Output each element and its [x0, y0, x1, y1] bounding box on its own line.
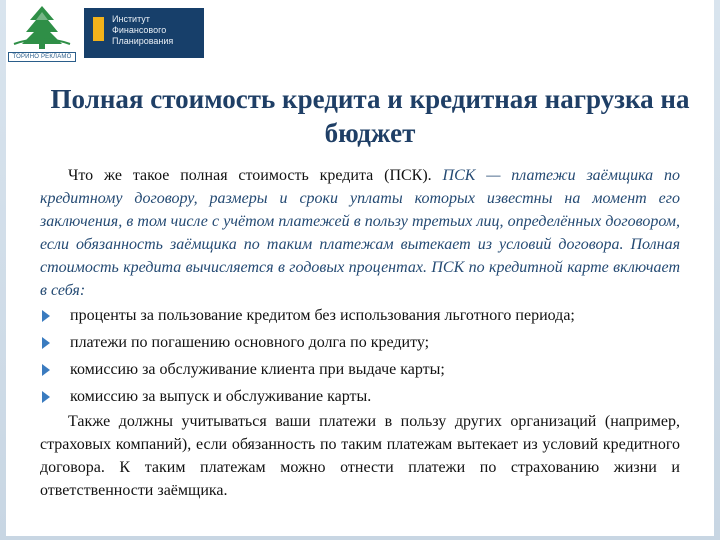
company-logo-caption: ТОРИНО РЕКЛАМО [8, 52, 76, 62]
bullet-arrow-icon [42, 391, 50, 403]
psk-components-list [40, 302, 680, 410]
outro-paragraph [40, 410, 680, 502]
institute-logo [84, 8, 204, 58]
bullet-arrow-icon [42, 337, 50, 349]
slide-frame-left [0, 0, 6, 540]
list-item-text: проценты за пользование кредитом без использования льготного периода; [70, 307, 575, 324]
list-item-text: комиссию за выпуск и обслуживание карты. [70, 388, 372, 405]
list-item-text: комиссию за обслуживание клиента при выдаче карты; [70, 361, 445, 378]
bullet-arrow-icon [42, 310, 50, 322]
company-logo [8, 4, 76, 62]
slide-title: Полная стоимость кредита и кредитная нагрузка на бюджет [50, 84, 690, 148]
psk-definition: ПСК — платежи заёмщика по кредитному договору, размеры и сроки уплаты которых известны на момент его заключения, в том числе с учётом платежей в пользу третьих лиц, определённых договором, если обязанность заёмщика по таким платежам вытекает из условий договора. Полная стоимость кредита вычисляется в годовых процентах. ПСК по кредитной карте включает в себя: [40, 167, 680, 299]
institute-name-line: Планирования [112, 36, 174, 46]
institute-name-line: Институт [112, 14, 150, 24]
institute-name [112, 14, 173, 47]
slide-frame-right [714, 0, 720, 540]
intro-question: Что же такое полная стоимость кредита (ПСК). [68, 167, 432, 184]
intro-paragraph [40, 164, 680, 302]
list-item [40, 383, 680, 410]
institute-name-line: Финансового [112, 25, 167, 35]
list-item-text: платежи по погашению основного долга по кредиту; [70, 334, 430, 351]
list-item [40, 356, 680, 383]
list-item [40, 302, 680, 329]
list-item [40, 329, 680, 356]
bullet-arrow-icon [42, 364, 50, 376]
outro-indent [40, 413, 68, 430]
institute-mark-icon [93, 17, 104, 41]
tree-logo-icon [8, 4, 76, 50]
outro-text: Также должны учитываться ваши платежи в пользу других организаций (например, страховых компаний), если обязанность по таким платежам вытекает из условий кредитного договора. К таким платежам можно отнести платежи по страхованию жизни и ответственности заёмщика. [40, 413, 680, 499]
slide-frame-bottom [0, 536, 720, 540]
slide-body [40, 164, 680, 502]
